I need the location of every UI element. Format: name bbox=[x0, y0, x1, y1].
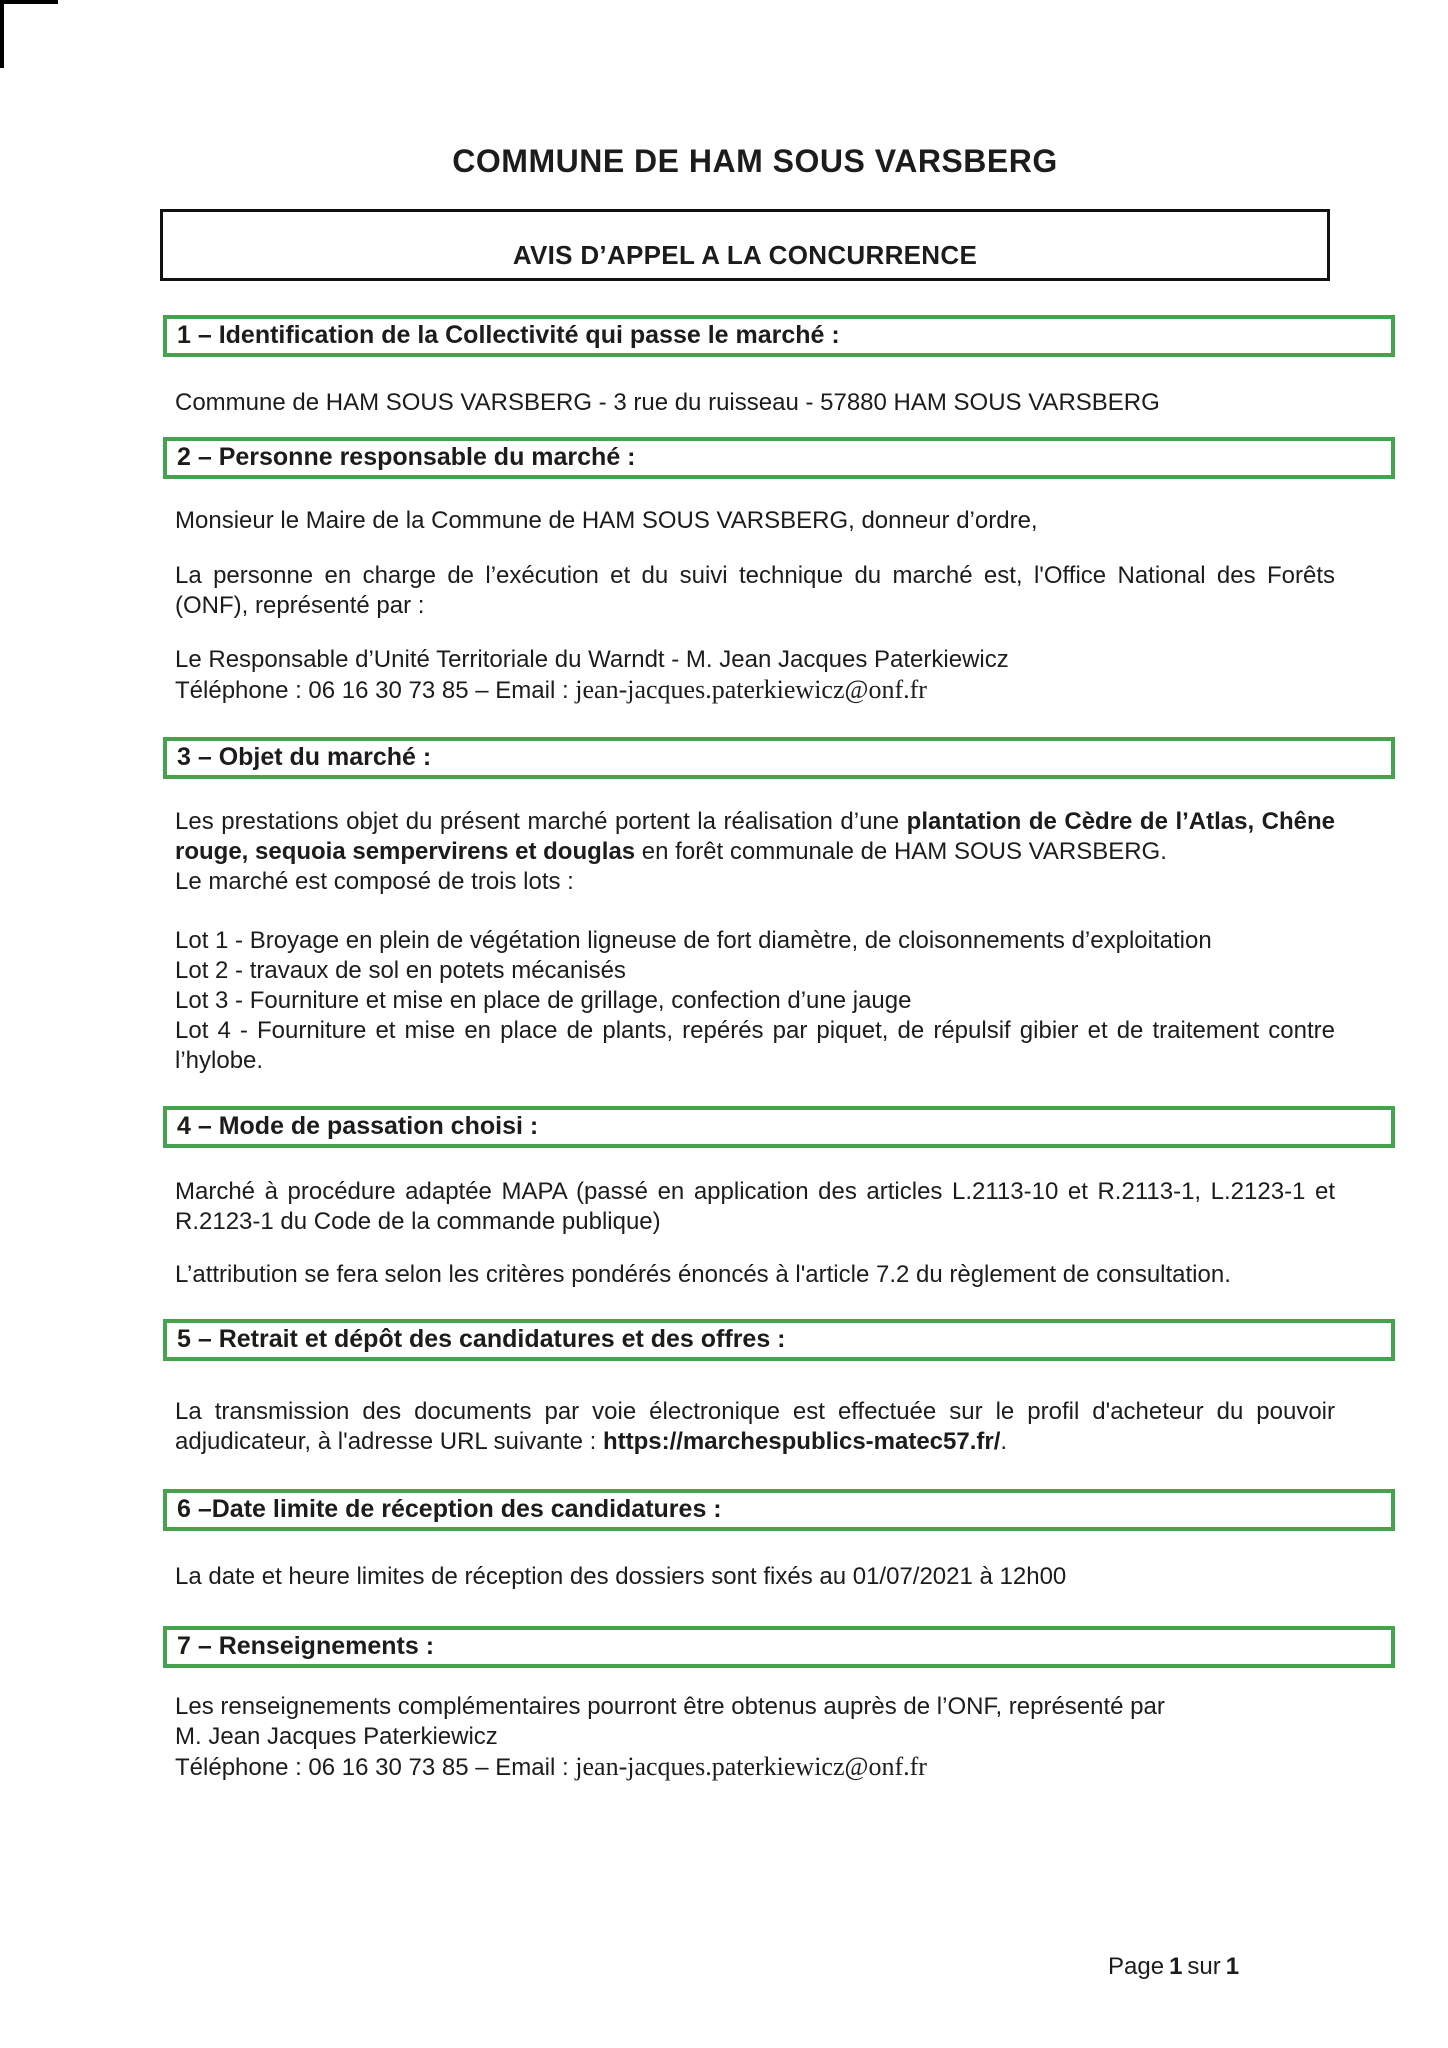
section-2-paragraph-2: La personne en charge de l’exécution et du suivi technique du marché est, l'Office National des Forêts (ONF), représenté par : bbox=[175, 562, 1335, 619]
lot-item-4: Lot 4 - Fourniture et mise en place de plants, repérés par piquet, de répulsif gibier et de traitement contre l’hylobe. bbox=[175, 1017, 1335, 1074]
section-3-heading: 3 – Objet du marché : bbox=[163, 737, 1395, 779]
section-1-heading: 1 – Identification de la Collectivité qui passe le marché : bbox=[163, 315, 1395, 357]
section-7-contact-block bbox=[175, 1692, 1335, 1783]
document-content bbox=[175, 0, 1335, 1783]
section-5-paragraph bbox=[175, 1397, 1335, 1457]
notice-box-title: AVIS D’APPEL A LA CONCURRENCE bbox=[512, 240, 978, 270]
lot-item-2: Lot 2 - travaux de sol en potets mécanisés bbox=[175, 957, 626, 984]
transmission-text-end: . bbox=[1000, 1428, 1008, 1455]
procurement-url: https://marchespublics-matec57.fr/ bbox=[602, 1428, 1001, 1455]
section-6-heading: 6 –Date limite de réception des candidatures : bbox=[163, 1489, 1395, 1531]
section-4-paragraph-2: L’attribution se fera selon les critères pondérés énoncés à l'article 7.2 du règlement de consultation. bbox=[175, 1261, 1231, 1288]
section-4-paragraph-1: Marché à procédure adaptée MAPA (passé en application des articles L.2113-10 et R.2113-1, L.2123-1 et R.2123-1 du Code de la commande publique) bbox=[175, 1178, 1335, 1235]
object-text-start: Les prestations objet du présent marché portent la réalisation d’une bbox=[175, 808, 907, 835]
section-1-paragraph: Commune de HAM SOUS VARSBERG - 3 rue du ruisseau - 57880 HAM SOUS VARSBERG bbox=[175, 389, 1160, 416]
section-7-phone-line bbox=[175, 1752, 1335, 1783]
footer-separator: sur bbox=[1187, 1953, 1221, 1980]
section-2-responsable-line: Le Responsable d’Unité Territoriale du Warndt - M. Jean Jacques Paterkiewicz bbox=[175, 646, 1009, 673]
phone-label: Téléphone : 06 16 30 73 85 – Email : bbox=[175, 677, 576, 704]
footer-page-number: 1 bbox=[1169, 1953, 1183, 1980]
scan-corner-artifact bbox=[0, 0, 58, 68]
transmission-text: La transmission des documents par voie électronique est effectuée sur le profil d'acheteur du pouvoir adjudicateur, à l'adresse URL suivante : bbox=[175, 1398, 1335, 1455]
section-3-lots-list bbox=[175, 926, 1335, 1076]
section-2-phone-line bbox=[175, 675, 1335, 706]
object-text-bold: plantation de Cèdre de l’Atlas, Chêne rouge, sequoia sempervirens et douglas bbox=[175, 808, 1336, 865]
section-7-line-2: M. Jean Jacques Paterkiewicz bbox=[175, 1723, 498, 1750]
lot-item-3: Lot 3 - Fourniture et mise en place de grillage, confection d’une jauge bbox=[175, 987, 912, 1014]
phone-label: Téléphone : 06 16 30 73 85 – Email : bbox=[175, 1754, 576, 1781]
section-3-sentence bbox=[175, 807, 1335, 867]
email-address: jean-jacques.paterkiewicz@onf.fr bbox=[575, 1752, 927, 1781]
lot-item-1: Lot 1 - Broyage en plein de végétation ligneuse de fort diamètre, de cloisonnements d’exploitation bbox=[175, 927, 1212, 954]
section-3-lots-intro: Le marché est composé de trois lots : bbox=[175, 868, 574, 895]
page-title: COMMUNE DE HAM SOUS VARSBERG bbox=[452, 143, 1058, 179]
section-4-heading: 4 – Mode de passation choisi : bbox=[163, 1106, 1395, 1148]
notice-box bbox=[160, 209, 1330, 281]
page-footer bbox=[1108, 1952, 1244, 1982]
section-7-line-1: Les renseignements complémentaires pourront être obtenus auprès de l’ONF, représenté par bbox=[175, 1693, 1165, 1720]
section-3-object-paragraph bbox=[175, 807, 1335, 897]
object-text-end: en forêt communale de HAM SOUS VARSBERG. bbox=[635, 838, 1167, 865]
section-6-paragraph: La date et heure limites de réception des dossiers sont fixés au 01/07/2021 à 12h00 bbox=[175, 1563, 1067, 1590]
email-address: jean-jacques.paterkiewicz@onf.fr bbox=[575, 675, 927, 704]
section-2-heading: 2 – Personne responsable du marché : bbox=[163, 437, 1395, 479]
section-2-contact-block bbox=[175, 645, 1335, 706]
footer-total-pages: 1 bbox=[1225, 1953, 1240, 1980]
section-7-heading: 7 – Renseignements : bbox=[163, 1626, 1395, 1668]
section-5-heading: 5 – Retrait et dépôt des candidatures et des offres : bbox=[163, 1319, 1395, 1361]
footer-page-word: Page bbox=[1108, 1953, 1165, 1980]
section-2-paragraph-1: Monsieur le Maire de la Commune de HAM SOUS VARSBERG, donneur d’ordre, bbox=[175, 507, 1038, 534]
